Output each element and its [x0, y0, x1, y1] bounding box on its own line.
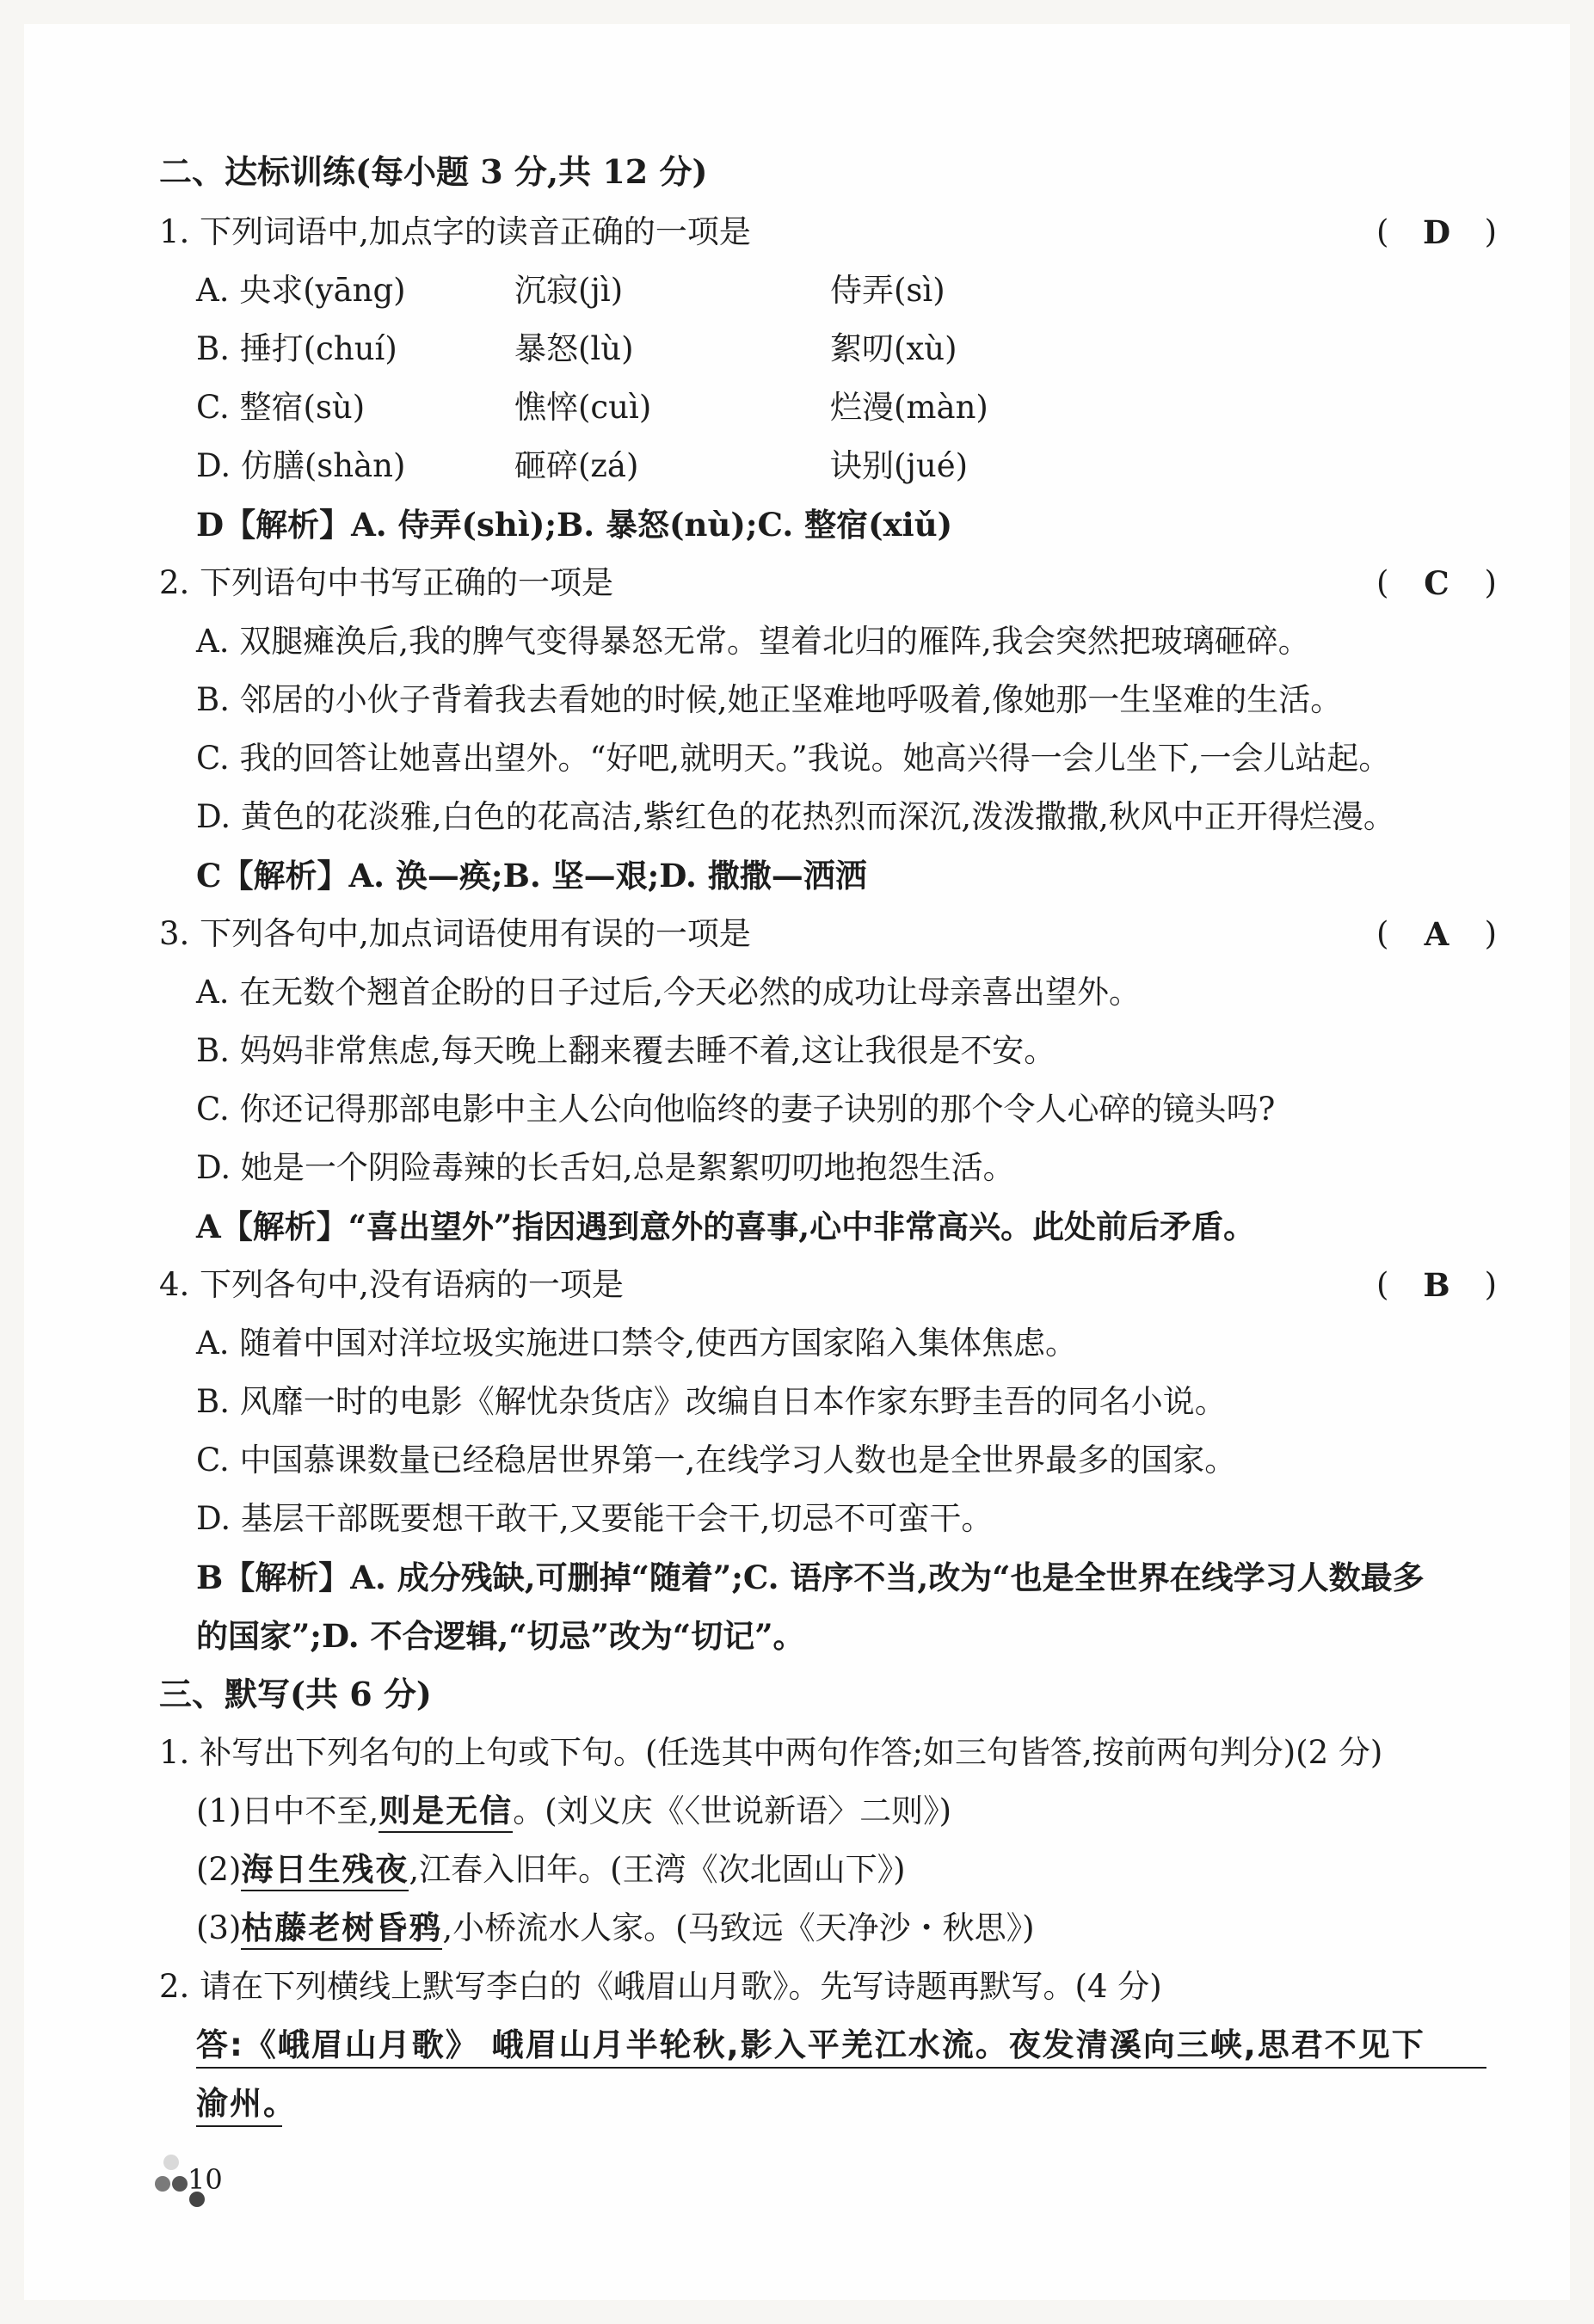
option-a-3: 侍弄(sì) — [830, 272, 945, 309]
section-title: 三、默写(共 6 分) — [159, 1675, 432, 1713]
option: B. 邻居的小伙子背着我去看她的时候,她正坚难地呼吸着,像她那一生坚难的生活。 — [196, 681, 1343, 718]
option: C. 你还记得那部电影中主人公向他临终的妻子诀别的那个令人心碎的镜头吗? — [196, 1091, 1276, 1128]
answer-bracket: ( D ) — [1376, 211, 1497, 254]
question-stem: 2. 下列语句中书写正确的一项是 — [159, 564, 614, 601]
question-stem: 4. 下列各句中,没有语病的一项是 — [159, 1266, 624, 1303]
option: B. 妈妈非常焦虑,每天晚上翻来覆去睡不着,这让我很是不安。 — [196, 1032, 1056, 1069]
section-title: 二、达标训练(每小题 3 分,共 12 分) — [159, 152, 708, 191]
answer-letter: A — [1424, 915, 1449, 953]
option: A. 在无数个翘首企盼的日子过后,今天必然的成功让母亲喜出望外。 — [196, 974, 1142, 1011]
filled-blank: 枯藤老树昏鸦 — [241, 1909, 442, 1950]
option-d-2: 砸碎(zá) — [514, 447, 639, 484]
option: D. 她是一个阴险毒辣的长舌妇,总是絮絮叨叨地抱怨生活。 — [196, 1149, 1015, 1186]
option: C. 我的回答让她喜出望外。“好吧,就明天。”我说。她高兴得一会儿坐下,一会儿站起。 — [196, 740, 1391, 777]
option-d-3: 诀别(jué) — [830, 447, 969, 484]
answer-letter: C — [1424, 564, 1449, 602]
option-a-1: A. 央求(yāng) — [196, 272, 406, 309]
decoration-hex-icon — [163, 2155, 179, 2170]
option: D. 基层干部既要想干敢干,又要能干会干,切忌不可蛮干。 — [196, 1500, 994, 1537]
page-number: 10 — [188, 2163, 223, 2196]
option-b-3: 絮叨(xù) — [830, 330, 957, 367]
option: A. 随着中国对洋垃圾实施进口禁令,使西方国家陷入集体焦虑。 — [196, 1325, 1078, 1362]
option-c-3: 烂漫(màn) — [830, 389, 988, 426]
option: A. 双腿瘫涣后,我的脾气变得暴怒无常。望着北归的雁阵,我会突然把玻璃砸碎。 — [196, 623, 1310, 660]
answer-underline — [196, 2125, 282, 2127]
analysis-continued: 的国家”;D. 不合逻辑,“切忌”改为“切记”。 — [196, 1617, 805, 1655]
analysis: B【解析】A. 成分残缺,可删掉“随着”;C. 语序不当,改为“也是全世界在线学习人数最多 — [196, 1559, 1425, 1596]
answer-bracket: ( C ) — [1376, 562, 1497, 605]
answer-underline — [196, 2067, 1486, 2069]
option-c-1: C. 整宿(sù) — [196, 389, 366, 426]
option-c-2: 憔悴(cuì) — [514, 389, 652, 426]
option-b-1: B. 捶打(chuí) — [196, 330, 397, 367]
answer-letter: B — [1423, 1266, 1450, 1304]
analysis: D【解析】A. 侍弄(shì);B. 暴怒(nù);C. 整宿(xiǔ) — [196, 506, 953, 544]
option: D. 黄色的花淡雅,白色的花高洁,紫红色的花热烈而深沉,泼泼撒撒,秋风中正开得烂漫。 — [196, 798, 1395, 835]
filled-blank: 则是无信 — [378, 1792, 513, 1833]
dictation-item: (2)海日生残夜,江春入旧年。(王湾《次北固山下》) — [0, 1848, 1594, 1891]
question-stem: 1. 下列词语中,加点字的读音正确的一项是 — [159, 213, 751, 250]
analysis: A【解析】“喜出望外”指因遇到意外的喜事,心中非常高兴。此处前后矛盾。 — [196, 1208, 1256, 1245]
answer-letter: D — [1422, 213, 1451, 251]
option: C. 中国慕课数量已经稳居世界第一,在线学习人数也是全世界最多的国家。 — [196, 1442, 1237, 1479]
dictation-item: (3)枯藤老树昏鸦,小桥流水人家。(马致远《天净沙・秋思》) — [0, 1907, 1594, 1950]
decoration-hex-icon — [155, 2176, 170, 2192]
answer-bracket: ( B ) — [1376, 1263, 1497, 1306]
option-a-2: 沉寂(jì) — [514, 272, 624, 309]
analysis: C【解析】A. 涣—痪;B. 坚—艰;D. 撒撒—洒洒 — [196, 857, 867, 895]
decoration-hex-icon — [172, 2176, 188, 2192]
poem-answer-continued: 渝州。 — [196, 2085, 297, 2122]
option: B. 风靡一时的电影《解忧杂货店》改编自日本作家东野圭吾的同名小说。 — [196, 1383, 1227, 1420]
dictation-item: (1)日中不至,则是无信。(刘义庆《〈世说新语〉二则》) — [0, 1790, 1594, 1833]
question-stem: 3. 下列各句中,加点词语使用有误的一项是 — [159, 915, 751, 952]
question-stem: 2. 请在下列横线上默写李白的《峨眉山月歌》。先写诗题再默写。(4 分) — [159, 1968, 1162, 2005]
question-stem: 1. 补写出下列名句的上句或下句。(任选其中两句作答;如三句皆答,按前两句判分)(2 分) — [159, 1734, 1383, 1771]
option-d-1: D. 仿膳(shàn) — [196, 447, 406, 484]
poem-answer: 答:《峨眉山月歌》 峨眉山月半轮秋,影入平羌江水流。夜发清溪向三峡,思君不见下 — [196, 2026, 1425, 2063]
option-b-2: 暴怒(lù) — [514, 330, 634, 367]
filled-blank: 海日生残夜 — [241, 1851, 409, 1891]
answer-bracket: ( A ) — [1376, 913, 1497, 956]
